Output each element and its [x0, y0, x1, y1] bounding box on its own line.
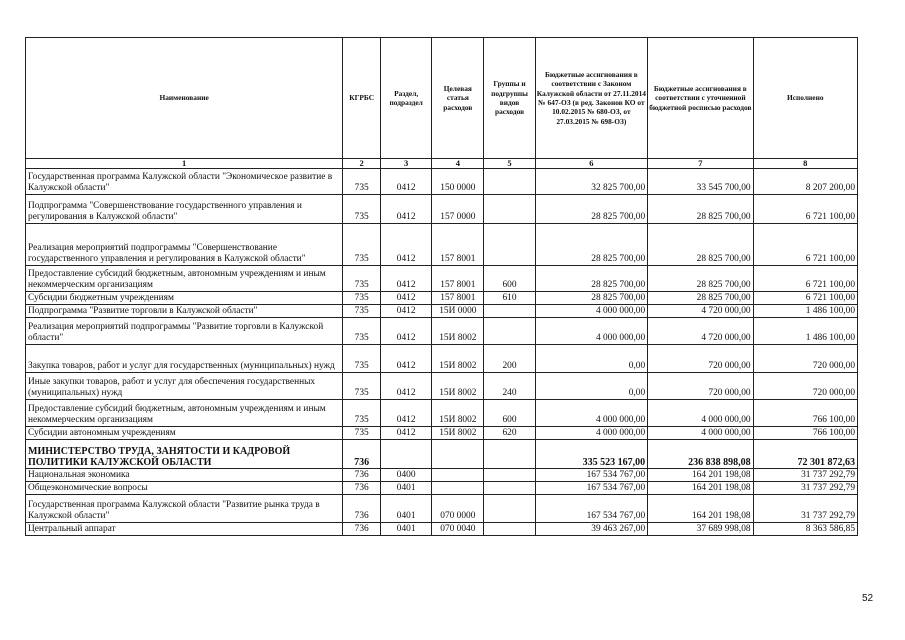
- row-executed-amount: 8 207 200,00: [753, 169, 857, 195]
- row-law-amount: 4 000 000,00: [535, 427, 648, 440]
- column-number: 3: [381, 159, 432, 169]
- row-name: Иные закупки товаров, работ и услуг для обеспечения государственных (муниципальных) нужд: [26, 373, 343, 400]
- table-row: [26, 305, 858, 318]
- row-name: Государственная программа Калужской области "Экономическое развитие в Калужской области": [26, 169, 343, 195]
- row-kgrbs: 735: [343, 305, 381, 318]
- table-row: [26, 266, 858, 292]
- column-number: 5: [484, 159, 535, 169]
- row-executed-amount: 6 721 100,00: [753, 195, 857, 224]
- row-section: 0401: [381, 482, 432, 495]
- table-row: [26, 345, 858, 373]
- row-refined-amount: 33 545 700,00: [648, 169, 753, 195]
- row-target: 15И 8002: [432, 427, 484, 440]
- row-law-amount: 39 463 267,00: [535, 523, 648, 536]
- table-row: [26, 292, 858, 305]
- row-target: 15И 8002: [432, 400, 484, 427]
- row-refined-amount: 28 825 700,00: [648, 266, 753, 292]
- row-target: 157 8001: [432, 224, 484, 266]
- row-law-amount: 0,00: [535, 373, 648, 400]
- row-name: Центральный аппарат: [26, 523, 343, 536]
- row-name: Общеэкономические вопросы: [26, 482, 343, 495]
- row-target: 15И 8002: [432, 345, 484, 373]
- row-target: [432, 469, 484, 482]
- row-section: [381, 440, 432, 469]
- row-law-amount: 28 825 700,00: [535, 195, 648, 224]
- header-refined: Бюджетные ассигнования в соответствии с уточненной бюджетной росписью расходов: [648, 38, 753, 159]
- row-group: [484, 469, 535, 482]
- row-kgrbs: 735: [343, 318, 381, 345]
- row-section: 0412: [381, 345, 432, 373]
- column-number: 4: [432, 159, 484, 169]
- row-name: Предоставление субсидий бюджетным, автономным учреждениям и иным некоммерческим организациям: [26, 266, 343, 292]
- row-kgrbs: 735: [343, 266, 381, 292]
- row-section: 0401: [381, 523, 432, 536]
- table-row: [26, 400, 858, 427]
- row-refined-amount: 720 000,00: [648, 373, 753, 400]
- row-target: 15И 8002: [432, 318, 484, 345]
- table-row: [26, 523, 858, 536]
- row-executed-amount: 72 301 872,63: [753, 440, 857, 469]
- row-refined-amount: 28 825 700,00: [648, 292, 753, 305]
- row-section: 0412: [381, 169, 432, 195]
- row-name: Субсидии автономным учреждениям: [26, 427, 343, 440]
- row-kgrbs: 736: [343, 523, 381, 536]
- row-name: Закупка товаров, работ и услуг для государственных (муниципальных) нужд: [26, 345, 343, 373]
- row-executed-amount: 31 737 292,79: [753, 495, 857, 523]
- table-row: [26, 482, 858, 495]
- row-executed-amount: 766 100,00: [753, 427, 857, 440]
- column-number: 6: [535, 159, 648, 169]
- row-kgrbs: 736: [343, 482, 381, 495]
- column-number: 7: [648, 159, 753, 169]
- budget-table: [25, 37, 858, 536]
- row-law-amount: 335 523 167,00: [535, 440, 648, 469]
- column-number: 2: [343, 159, 381, 169]
- row-name: МИНИСТЕРСТВО ТРУДА, ЗАНЯТОСТИ И КАДРОВОЙ ПОЛИТИКИ КАЛУЖСКОЙ ОБЛАСТИ: [26, 440, 343, 469]
- row-section: 0412: [381, 427, 432, 440]
- table-row: [26, 224, 858, 266]
- row-law-amount: 28 825 700,00: [535, 224, 648, 266]
- row-target: 157 0000: [432, 195, 484, 224]
- table-row: [26, 427, 858, 440]
- row-kgrbs: 736: [343, 440, 381, 469]
- row-law-amount: 0,00: [535, 345, 648, 373]
- row-executed-amount: 31 737 292,79: [753, 469, 857, 482]
- row-name: Предоставление субсидий бюджетным, автономным учреждениям и иным некоммерческим организациям: [26, 400, 343, 427]
- page-number: 52: [862, 593, 874, 604]
- row-kgrbs: 735: [343, 292, 381, 305]
- row-law-amount: 167 534 767,00: [535, 495, 648, 523]
- row-group: 620: [484, 427, 535, 440]
- row-kgrbs: 735: [343, 195, 381, 224]
- row-executed-amount: 720 000,00: [753, 345, 857, 373]
- row-group: 600: [484, 400, 535, 427]
- row-kgrbs: 735: [343, 400, 381, 427]
- row-law-amount: 4 000 000,00: [535, 318, 648, 345]
- table-row: [26, 169, 858, 195]
- table-row: [26, 318, 858, 345]
- row-refined-amount: 236 838 898,08: [648, 440, 753, 469]
- row-group: [484, 440, 535, 469]
- header-target: Целевая статья расходов: [432, 38, 484, 159]
- row-executed-amount: 6 721 100,00: [753, 266, 857, 292]
- row-group: 240: [484, 373, 535, 400]
- row-group: [484, 224, 535, 266]
- table-row: [26, 440, 858, 469]
- row-refined-amount: 164 201 198,08: [648, 482, 753, 495]
- row-target: 157 8001: [432, 266, 484, 292]
- row-group: 610: [484, 292, 535, 305]
- row-target: 070 0000: [432, 495, 484, 523]
- header-group: Группы и подгруппы видов расходов: [484, 38, 535, 159]
- row-executed-amount: 31 737 292,79: [753, 482, 857, 495]
- row-group: [484, 305, 535, 318]
- row-name: Подпрограмма "Развитие торговли в Калужской области": [26, 305, 343, 318]
- row-law-amount: 4 000 000,00: [535, 305, 648, 318]
- row-refined-amount: 4 720 000,00: [648, 305, 753, 318]
- row-refined-amount: 164 201 198,08: [648, 469, 753, 482]
- row-target: 150 0000: [432, 169, 484, 195]
- row-law-amount: 28 825 700,00: [535, 266, 648, 292]
- row-kgrbs: 736: [343, 469, 381, 482]
- table-row: [26, 195, 858, 224]
- row-name: Реализация мероприятий подпрограммы "Совершенствование государственного управления и регулирования в Калужской области": [26, 224, 343, 266]
- row-group: [484, 318, 535, 345]
- row-section: 0412: [381, 266, 432, 292]
- row-target: 070 0040: [432, 523, 484, 536]
- row-kgrbs: 736: [343, 495, 381, 523]
- row-executed-amount: 766 100,00: [753, 400, 857, 427]
- row-group: [484, 482, 535, 495]
- row-refined-amount: 28 825 700,00: [648, 195, 753, 224]
- row-section: 0412: [381, 318, 432, 345]
- header-executed: Исполнено: [753, 38, 857, 159]
- row-refined-amount: 28 825 700,00: [648, 224, 753, 266]
- row-executed-amount: 6 721 100,00: [753, 292, 857, 305]
- header-kgrbs: КГРБС: [343, 38, 381, 159]
- row-name: Реализация мероприятий подпрограммы "Развитие торговли в Калужской области": [26, 318, 343, 345]
- row-executed-amount: 6 721 100,00: [753, 224, 857, 266]
- row-executed-amount: 1 486 100,00: [753, 305, 857, 318]
- row-name: Государственная программа Калужской области "Развитие рынка труда в Калужской области": [26, 495, 343, 523]
- row-section: 0412: [381, 224, 432, 266]
- row-kgrbs: 735: [343, 373, 381, 400]
- row-executed-amount: 8 363 586,85: [753, 523, 857, 536]
- row-group: [484, 495, 535, 523]
- row-target: 157 8001: [432, 292, 484, 305]
- column-number: 8: [753, 159, 857, 169]
- row-name: Подпрограмма "Совершенствование государственного управления и регулирования в Калужской области": [26, 195, 343, 224]
- row-kgrbs: 735: [343, 224, 381, 266]
- row-refined-amount: 720 000,00: [648, 345, 753, 373]
- row-law-amount: 28 825 700,00: [535, 292, 648, 305]
- row-group: [484, 169, 535, 195]
- row-executed-amount: 1 486 100,00: [753, 318, 857, 345]
- row-section: 0412: [381, 400, 432, 427]
- row-section: 0412: [381, 195, 432, 224]
- row-kgrbs: 735: [343, 427, 381, 440]
- row-refined-amount: 4 000 000,00: [648, 427, 753, 440]
- table-row: [26, 373, 858, 400]
- row-law-amount: 4 000 000,00: [535, 400, 648, 427]
- table-row: [26, 469, 858, 482]
- row-target: 15И 8002: [432, 373, 484, 400]
- row-kgrbs: 735: [343, 345, 381, 373]
- row-target: [432, 482, 484, 495]
- row-law-amount: 167 534 767,00: [535, 469, 648, 482]
- row-executed-amount: 720 000,00: [753, 373, 857, 400]
- row-group: [484, 523, 535, 536]
- row-section: 0412: [381, 292, 432, 305]
- header-name: Наименование: [26, 38, 343, 159]
- row-name: Национальная экономика: [26, 469, 343, 482]
- row-group: 200: [484, 345, 535, 373]
- row-section: 0412: [381, 305, 432, 318]
- row-refined-amount: 37 689 998,08: [648, 523, 753, 536]
- row-group: 600: [484, 266, 535, 292]
- row-kgrbs: 735: [343, 169, 381, 195]
- row-section: 0400: [381, 469, 432, 482]
- row-refined-amount: 164 201 198,08: [648, 495, 753, 523]
- row-section: 0412: [381, 373, 432, 400]
- header-section: Раздел, подраздел: [381, 38, 432, 159]
- row-law-amount: 32 825 700,00: [535, 169, 648, 195]
- row-law-amount: 167 534 767,00: [535, 482, 648, 495]
- column-number: 1: [26, 159, 343, 169]
- row-target: 15И 0000: [432, 305, 484, 318]
- row-refined-amount: 4 720 000,00: [648, 318, 753, 345]
- row-section: 0401: [381, 495, 432, 523]
- row-refined-amount: 4 000 000,00: [648, 400, 753, 427]
- row-target: [432, 440, 484, 469]
- table-row: [26, 495, 858, 523]
- header-law: Бюджетные ассигнования в соответствии с Законом Калужской области от 27.11.2014 № 647-ОЗ (в ред. Законов КО от 10.02.2015 № 680-ОЗ, от 27.03.2015 № 698-ОЗ): [535, 38, 648, 159]
- row-name: Субсидии бюджетным учреждениям: [26, 292, 343, 305]
- row-group: [484, 195, 535, 224]
